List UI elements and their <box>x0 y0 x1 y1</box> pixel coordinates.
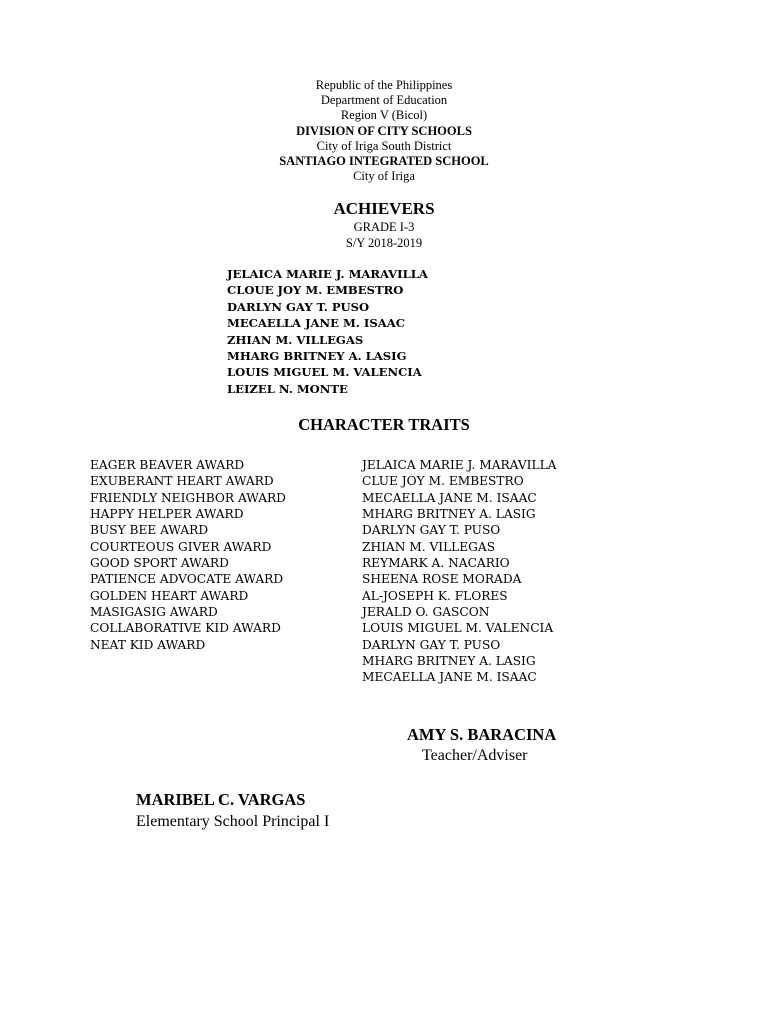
awardee-name: DARLYN GAY T. PUSO <box>362 637 501 652</box>
achiever-name: ZHIAN M. VILLEGAS <box>227 332 364 347</box>
awardee-list <box>362 457 556 686</box>
header-line-division: DIVISION OF CITY SCHOOLS <box>296 123 472 138</box>
letterhead <box>0 78 768 184</box>
award-name: COLLABORATIVE KID AWARD <box>90 621 281 636</box>
adviser-title: Teacher/Adviser <box>422 747 528 764</box>
header-line-republic: Republic of the Philippines <box>315 78 453 92</box>
awardee-name: MHARG BRITNEY A. LASIG <box>362 654 536 669</box>
awardee-name: MECAELLA JANE M. ISAAC <box>362 670 537 685</box>
awardee-name: JERALD O. GASCON <box>362 605 490 620</box>
achievers-subtitle <box>0 220 768 251</box>
awardee-name: CLUE JOY M. EMBESTRO <box>362 474 524 489</box>
awardee-name: JELAICA MARIE J. MARAVILLA <box>362 458 557 472</box>
award-name: PATIENCE ADVOCATE AWARD <box>90 572 284 587</box>
award-name: COURTEOUS GIVER AWARD <box>90 539 272 554</box>
character-traits-title: CHARACTER TRAITS <box>298 415 470 434</box>
achiever-name: MECAELLA JANE M. ISAAC <box>227 316 405 331</box>
award-name: EAGER BEAVER AWARD <box>90 458 245 472</box>
awardee-name: MHARG BRITNEY A. LASIG <box>362 507 536 522</box>
awardee-name: MECAELLA JANE M. ISAAC <box>362 490 537 505</box>
achiever-name: CLOUE JOY M. EMBESTRO <box>227 283 404 298</box>
achievers-school-year: S/Y 2018-2019 <box>345 235 423 250</box>
principal-name: MARIBEL C. VARGAS <box>136 790 306 809</box>
award-name: EXUBERANT HEART AWARD <box>90 474 274 489</box>
awardee-name: SHEENA ROSE MORADA <box>362 572 522 587</box>
award-name: MASIGASIG AWARD <box>90 605 218 620</box>
award-name: HAPPY HELPER AWARD <box>90 507 244 522</box>
principal-title: Elementary School Principal I <box>136 813 330 830</box>
achiever-name: MHARG BRITNEY A. LASIG <box>227 349 407 364</box>
award-list <box>90 457 286 653</box>
awardee-name: ZHIAN M. VILLEGAS <box>362 539 496 554</box>
adviser-name: AMY S. BARACINA <box>407 725 557 744</box>
award-name: NEAT KID AWARD <box>90 637 206 652</box>
awardee-name: REYMARK A. NACARIO <box>362 556 510 571</box>
header-line-city: City of Iriga <box>353 169 415 184</box>
awardee-name: LOUIS MIGUEL M. VALENCIA <box>362 621 554 636</box>
award-name: FRIENDLY NEIGHBOR AWARD <box>90 490 286 505</box>
achievers-title: ACHIEVERS <box>333 199 435 218</box>
achievers-list <box>227 266 428 397</box>
achievers-grade: GRADE I-3 <box>353 220 415 234</box>
awardee-name: DARLYN GAY T. PUSO <box>362 523 501 538</box>
achiever-name: DARLYN GAY T. PUSO <box>227 299 370 314</box>
header-line-school: SANTIAGO INTEGRATED SCHOOL <box>279 154 489 169</box>
awardee-name: AL-JOSEPH K. FLORES <box>362 588 508 603</box>
header-line-region: Region V (Bicol) <box>340 108 428 123</box>
award-name: GOLDEN HEART AWARD <box>90 588 249 603</box>
award-name: GOOD SPORT AWARD <box>90 556 229 571</box>
award-name: BUSY BEE AWARD <box>90 523 209 538</box>
header-line-department: Department of Education <box>320 93 448 108</box>
achiever-name: LEIZEL N. MONTE <box>227 381 348 396</box>
header-line-district: City of Iriga South District <box>316 138 452 153</box>
achiever-name: LOUIS MIGUEL M. VALENCIA <box>227 365 422 380</box>
achiever-name: JELAICA MARIE J. MARAVILLA <box>227 267 428 281</box>
